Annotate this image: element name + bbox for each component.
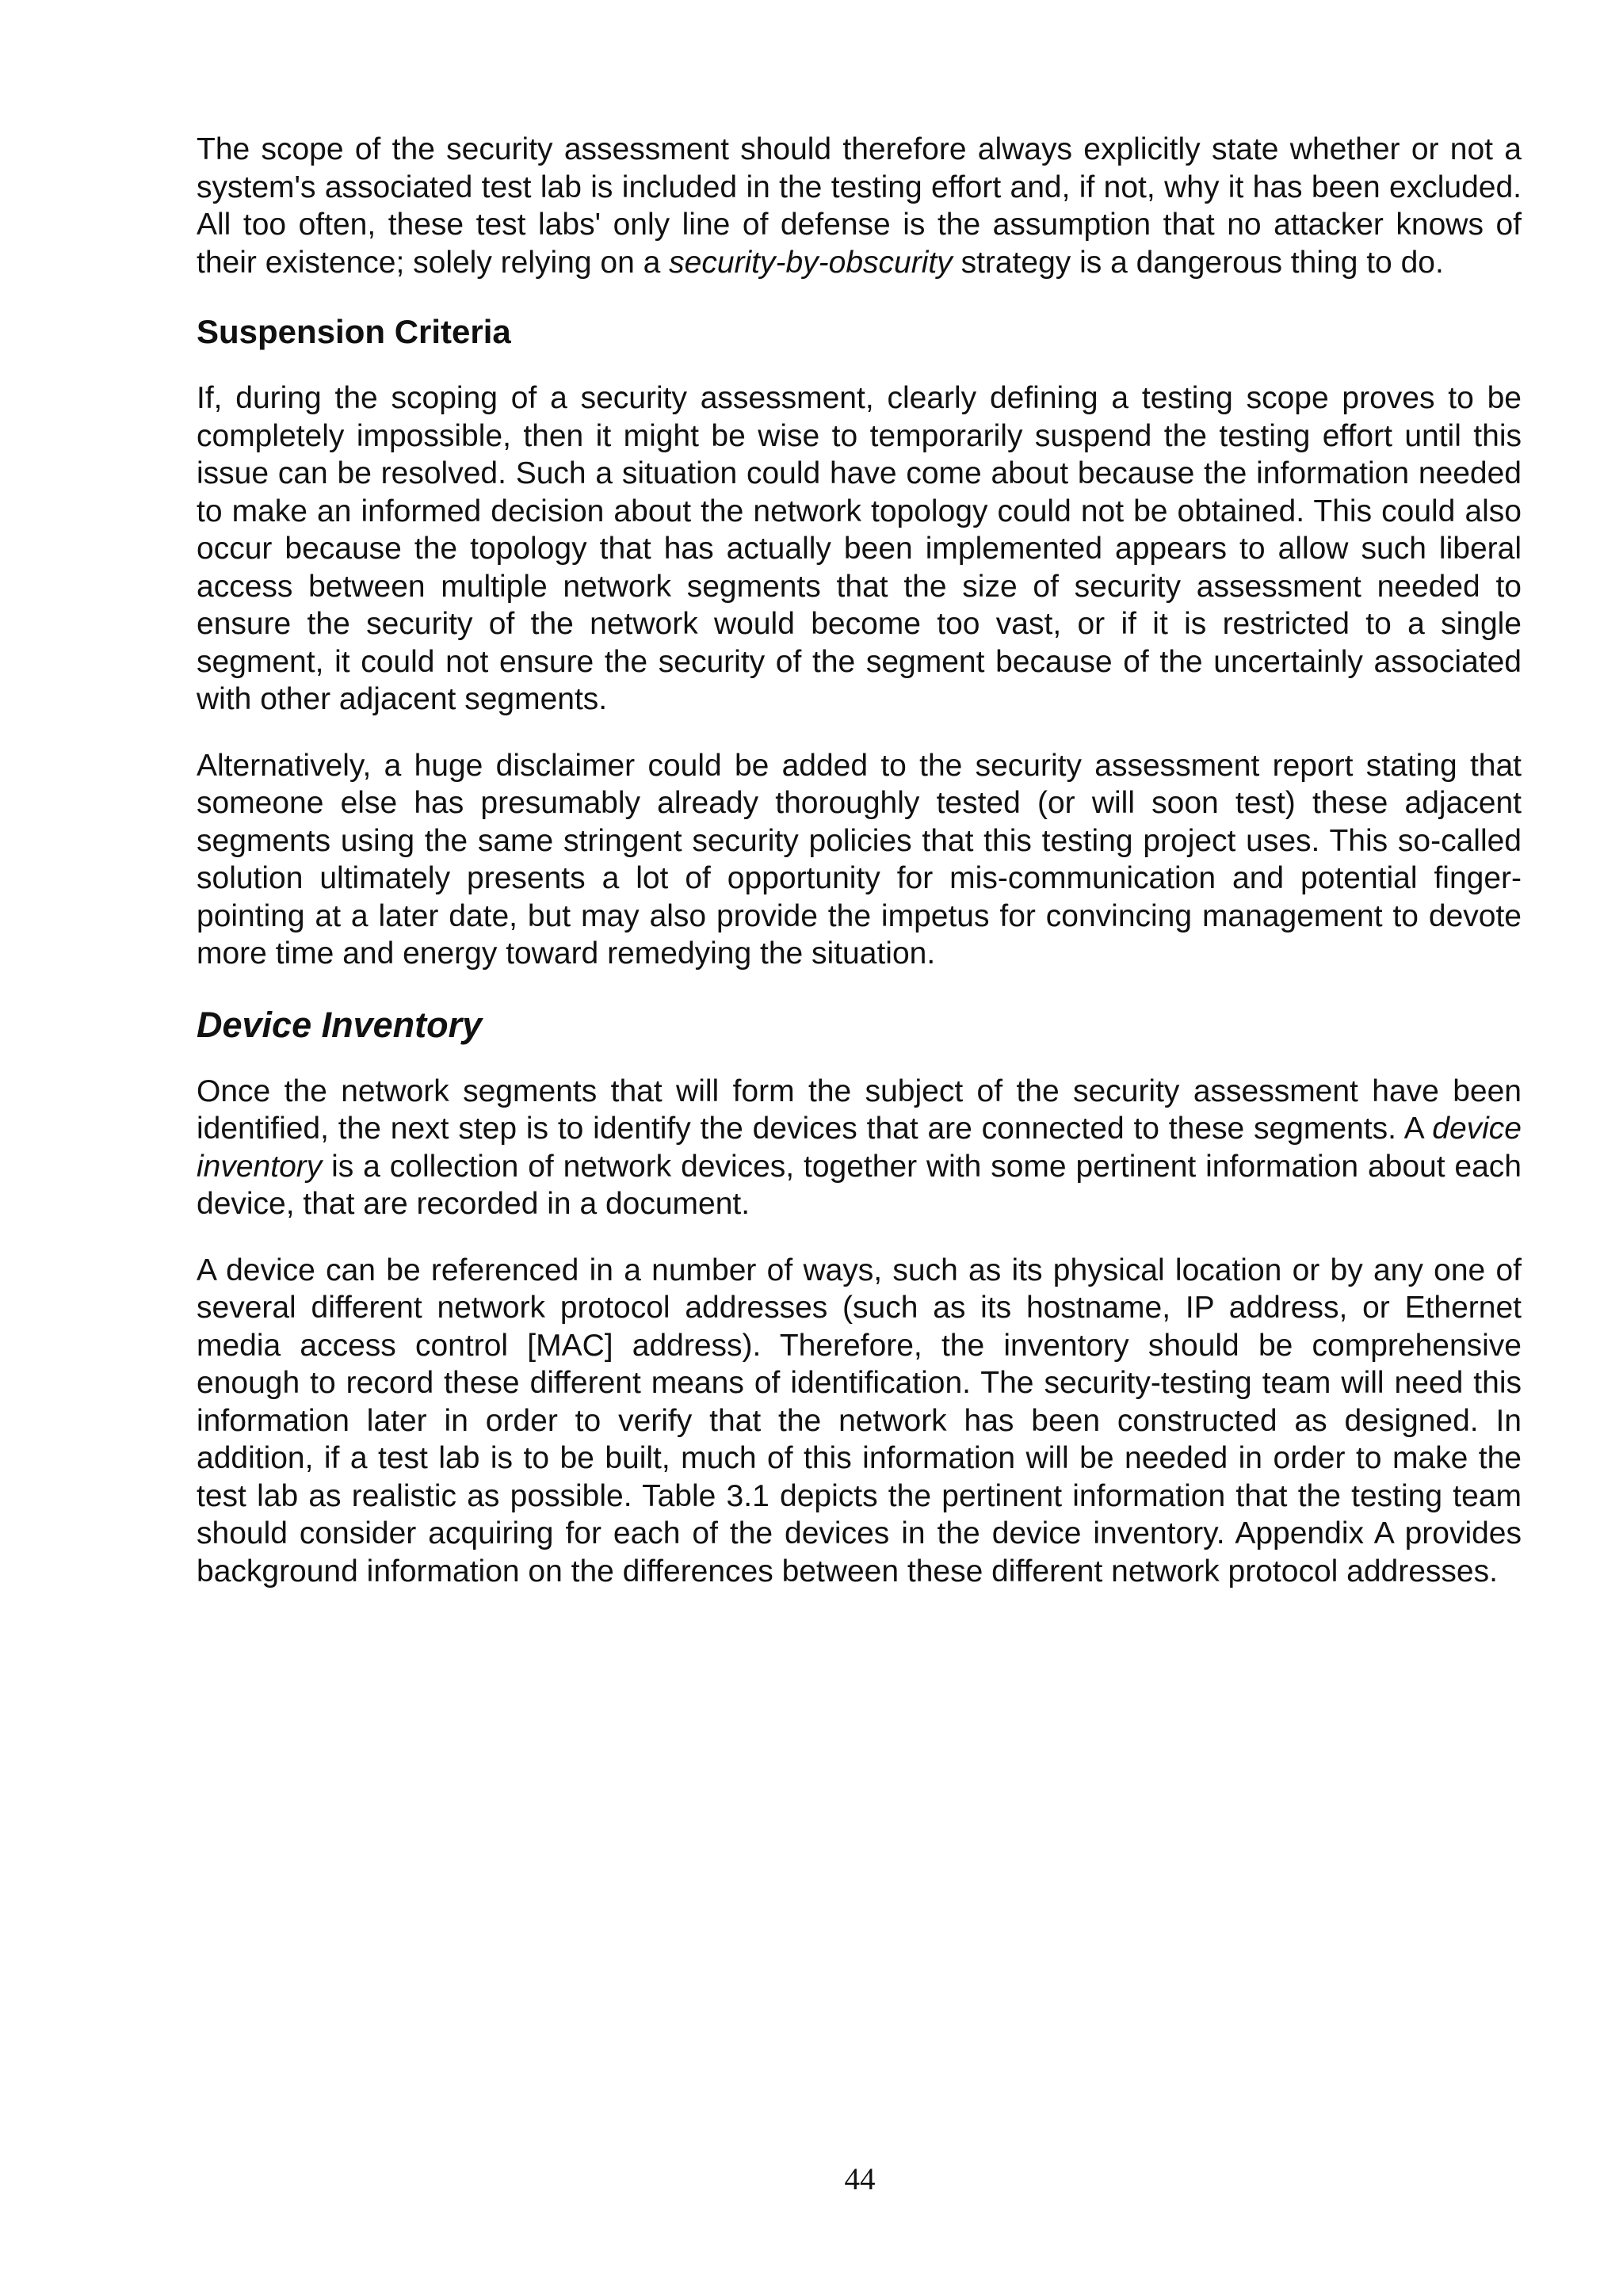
paragraph-device-1-text-end: is a collection of network devices, together with some pertinent information about each device, that are recorded in a document. — [197, 1149, 1522, 1221]
heading-suspension-criteria: Suspension Criteria — [197, 313, 511, 350]
paragraph-scope-text: The scope of the security assessment should therefore always explicitly state whether or not a system's associated test lab is included in the testing effort and, if not, why it has been excluded. All too often, these test labs' only line of defense is the assumption that no attacker knows of their existence; solely relying on a — [197, 132, 1522, 280]
paragraph-suspension-1: If, during the scoping of a security assessment, clearly defining a testing scope proves to be completely impossible, then it might be wise to temporarily suspend the testing effort until this issue can be resolved. Such a situation could have come about because the information needed to make an informed decision about the network topology could not be obtained. This could also occur because the topology that has actually been implemented appears to allow such liberal access between multiple network segments that the size of security assessment needed to ensure the security of the network would become too vast, or if it is restricted to a single segment, it could not ensure the security of the segment because of the uncertainly associated with other adjacent segments. — [197, 381, 1522, 716]
paragraph-scope-italic-term: security-by-obscurity — [669, 245, 953, 280]
heading-device-inventory: Device Inventory — [197, 1004, 483, 1045]
paragraph-scope-text-end: strategy is a dangerous thing to do. — [952, 245, 1444, 280]
paragraph-device-1-text: Once the network segments that will form the subject of the security assessment have been identified, the next step is to identify the devices that are connected to these segments. A — [197, 1074, 1522, 1146]
paragraph-device-2: A device can be referenced in a number of ways, such as its physical location or by any one of several different network protocol addresses (such as its hostname, IP address, or Ethernet media access control [MAC] address). Therefore, the inventory should be comprehensive enough to record these different means of identification. The security-testing team will need this information later in order to verify that the network has been constructed as designed. In addition, if a test lab is to be built, much of this information will be needed in order to make the test lab as realistic as possible. Table 3.1 depicts the pertinent information that the testing team should consider acquiring for each of the devices in the device inventory. Appendix A provides background information on the differences between these different network protocol addresses. — [197, 1253, 1522, 1589]
page-number: 44 — [844, 2162, 876, 2196]
paragraph-scope — [197, 131, 1522, 281]
paragraph-device-1-italic-term: device inventory — [197, 1112, 1522, 1184]
paragraph-device-1 — [197, 1073, 1522, 1223]
page-content — [197, 131, 1522, 1619]
paragraph-suspension-2: Alternatively, a huge disclaimer could be added to the security assessment report stating that someone else has presumably already thoroughly tested (or will soon test) these adjacent segments using the same stringent security policies that this testing project uses. This so-called solution ultimately presents a lot of opportunity for mis-communication and potential finger-pointing at a later date, but may also provide the impetus for convincing management to devote more time and energy toward remedying the situation. — [197, 748, 1522, 971]
